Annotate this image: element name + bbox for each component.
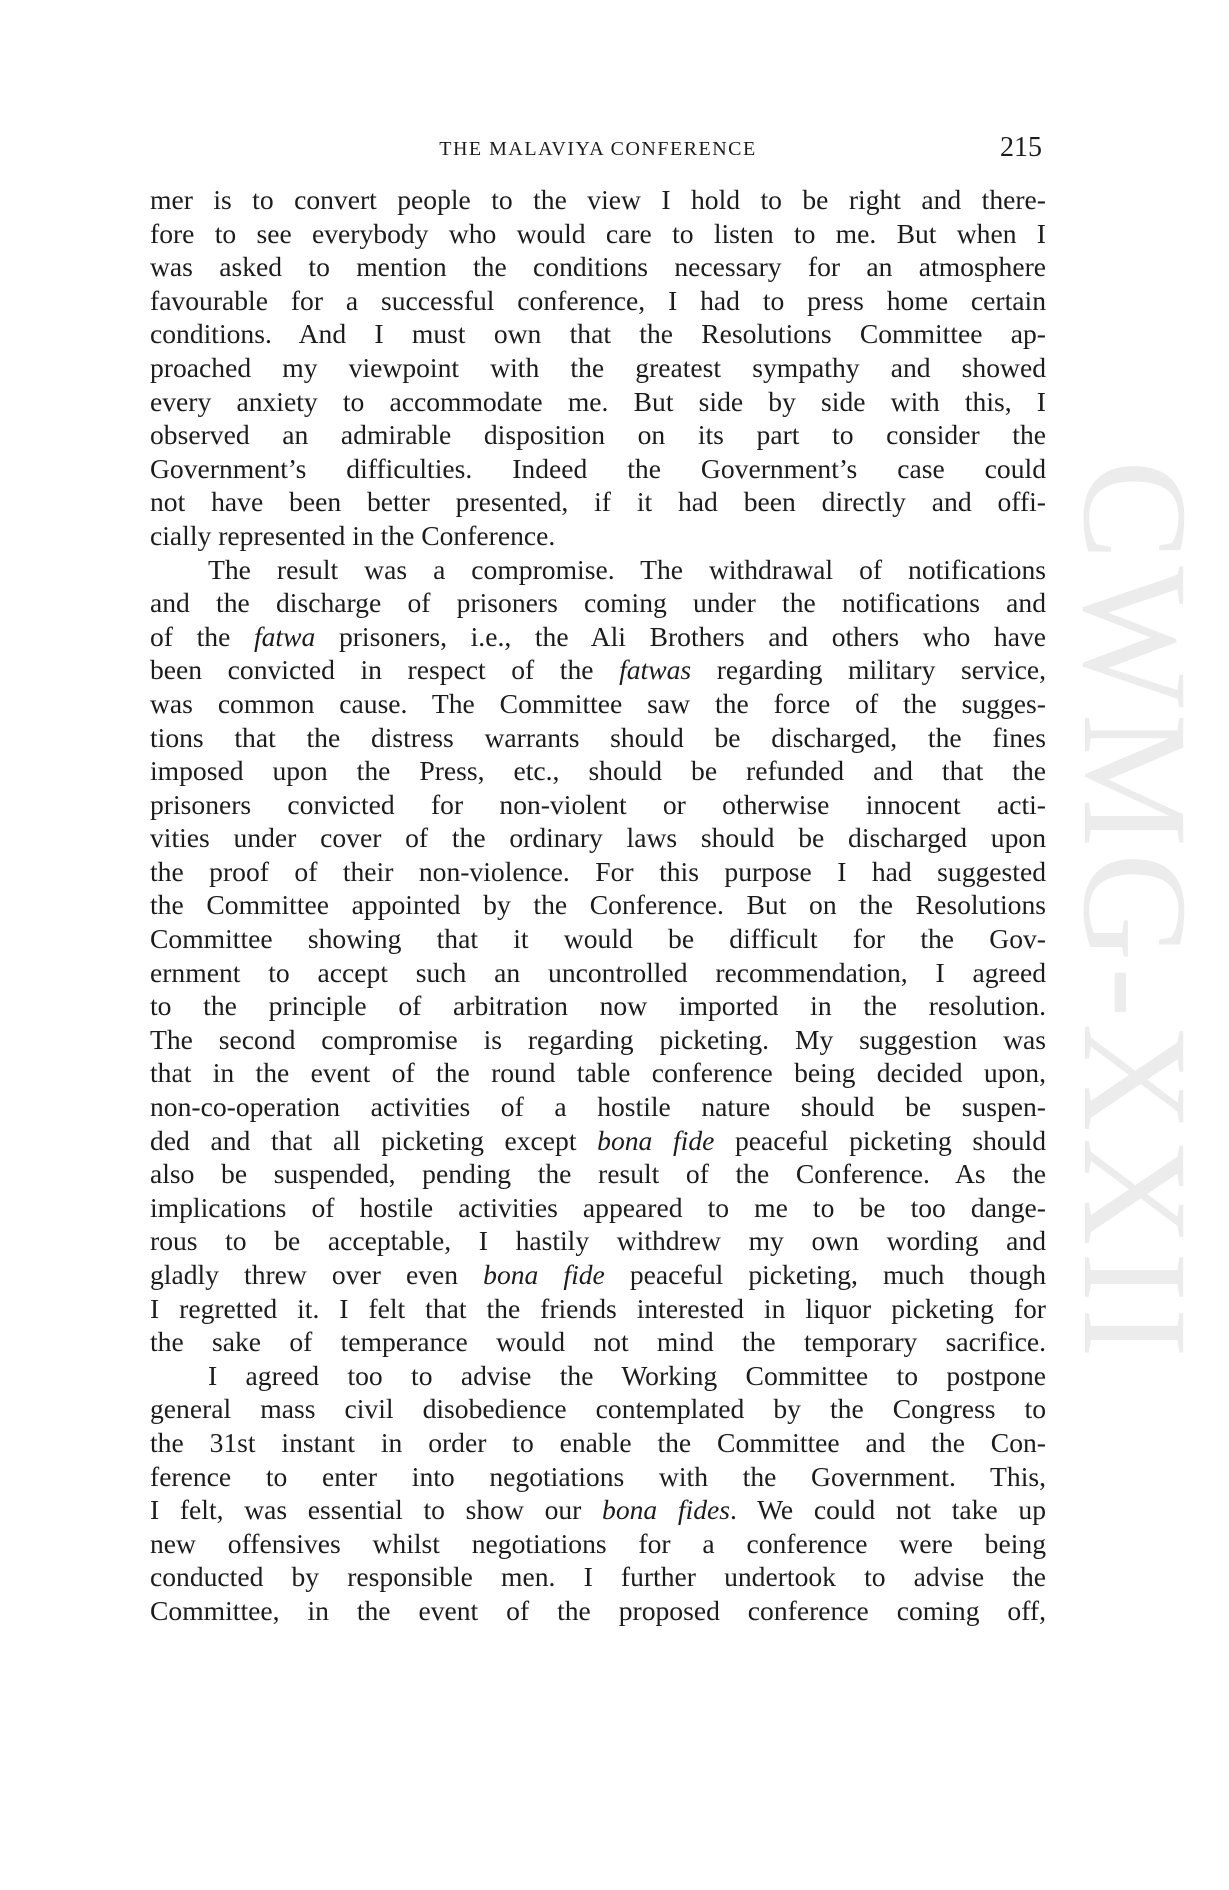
text-run: to the principle of arbitration now imported in the resolution. — [150, 990, 1046, 1022]
text-line — [150, 1460, 1046, 1494]
text-line — [150, 956, 1046, 990]
text-run: was common cause. The Committee saw the force of the sugges- — [150, 687, 1046, 719]
text-run: I agreed too to advise the Working Committee to postpone — [208, 1359, 1046, 1391]
text-line — [150, 821, 1046, 855]
text-line — [150, 217, 1046, 251]
text-run: observed an admirable disposition on its part to consider the — [150, 419, 1046, 451]
text-line — [150, 922, 1046, 956]
text-run: non-co-operation activities of a hostile nature should be suspen- — [150, 1091, 1046, 1123]
text-line — [150, 317, 1046, 351]
text-line — [150, 284, 1046, 318]
text-run: regarding military service, — [691, 654, 1046, 686]
document-page — [150, 0, 1046, 1890]
text-run: The result was a compromise. The withdrawal of notifications — [208, 553, 1046, 585]
italic-term: bona fides — [602, 1494, 731, 1526]
italic-term: fatwas — [619, 654, 692, 686]
text-line — [150, 989, 1046, 1023]
text-run: and the discharge of prisoners coming under the notifications and — [150, 587, 1046, 619]
text-run: Committee showing that it would be difficult for the Gov- — [150, 923, 1046, 955]
text-line — [150, 788, 1046, 822]
text-line — [150, 721, 1046, 755]
text-run: ference to enter into negotiations with the Government. This, — [150, 1460, 1046, 1492]
text-run: that in the event of the round table conference being decided upon, — [150, 1057, 1046, 1089]
text-line — [150, 452, 1046, 486]
text-run: peaceful picketing should — [714, 1124, 1046, 1156]
text-line — [150, 1023, 1046, 1057]
text-line — [150, 1560, 1046, 1594]
text-line — [150, 620, 1046, 654]
text-run: was asked to mention the conditions necessary for an atmosphere — [150, 251, 1046, 283]
text-run: prisoners convicted for non-violent or otherwise innocent acti- — [150, 788, 1046, 820]
text-line — [150, 1426, 1046, 1460]
text-run: cially represented in the Conference. — [150, 519, 556, 551]
text-line — [150, 653, 1046, 687]
text-run: the proof of their non-violence. For this purpose I had suggested — [150, 855, 1046, 887]
text-line — [150, 586, 1046, 620]
running-head — [150, 132, 1046, 172]
text-run: gladly threw over even — [150, 1259, 484, 1290]
text-run: ded and that all picketing except — [150, 1124, 598, 1156]
text-line — [150, 351, 1046, 385]
text-line — [150, 1392, 1046, 1426]
text-run: the Committee appointed by the Conference. But on the Resolutions — [150, 889, 1046, 921]
text-line — [150, 754, 1046, 788]
text-line — [150, 687, 1046, 721]
text-run: tions that the distress warrants should be discharged, the fines — [150, 721, 1046, 753]
text-line — [150, 183, 1046, 217]
text-line — [150, 1157, 1046, 1191]
italic-term: bona fide — [597, 1124, 715, 1156]
text-run: conducted by responsible men. I further undertook to advise the — [150, 1561, 1046, 1593]
text-run: every anxiety to accommodate me. But side by side with this, I — [150, 385, 1046, 417]
text-run: new offensives whilst negotiations for a conference were being — [150, 1527, 1046, 1559]
text-run: . We could not take up — [730, 1494, 1046, 1526]
text-line — [150, 1258, 1046, 1292]
text-line — [150, 519, 1046, 553]
text-run: conditions. And I must own that the Resolutions Committee ap- — [150, 318, 1046, 350]
italic-term: fatwa — [253, 620, 316, 652]
text-run: mer is to convert people to the view I hold to be right and there- — [150, 184, 1046, 215]
watermark: CWMG-XXII — [1052, 460, 1218, 1364]
text-run: also be suspended, pending the result of the Conference. As the — [150, 1158, 1046, 1190]
text-run: vities under cover of the ordinary laws should be discharged upon — [150, 822, 1046, 854]
text-line — [150, 1191, 1046, 1225]
text-line — [150, 1493, 1046, 1527]
text-run: I felt, was essential to show our — [150, 1494, 603, 1526]
text-line — [150, 1527, 1046, 1561]
text-line — [150, 888, 1046, 922]
text-run: peaceful picketing, much though — [604, 1259, 1046, 1290]
text-run: I regretted it. I felt that the friends interested in liquor picketing for — [150, 1292, 1046, 1324]
text-run: Committee, in the event of the proposed conference coming off, — [150, 1594, 1046, 1626]
text-line — [150, 385, 1046, 419]
text-line — [150, 553, 1046, 587]
body-text — [150, 183, 1046, 1628]
text-run: the 31st instant in order to enable the Committee and the Con- — [150, 1426, 1046, 1458]
text-run: proached my viewpoint with the greatest sympathy and showed — [150, 351, 1046, 383]
text-run: the sake of temperance would not mind the temporary sacrifice. — [150, 1326, 1046, 1358]
text-run: been convicted in respect of the — [150, 654, 620, 686]
text-line — [150, 1124, 1046, 1158]
text-run: of the — [150, 620, 254, 652]
text-line — [150, 1325, 1046, 1359]
text-line — [150, 1292, 1046, 1326]
text-run: imposed upon the Press, etc., should be refunded and that the — [150, 755, 1046, 787]
text-line — [150, 1359, 1046, 1393]
text-line — [150, 1224, 1046, 1258]
text-line — [150, 485, 1046, 519]
text-line — [150, 250, 1046, 284]
text-run: implications of hostile activities appeared to me to be too dange- — [150, 1191, 1046, 1223]
text-run: rous to be acceptable, I hastily withdrew my own wording and — [150, 1225, 1046, 1257]
text-line — [150, 1056, 1046, 1090]
text-run: favourable for a successful conference, I had to press home certain — [150, 284, 1046, 316]
text-run: fore to see everybody who would care to listen to me. But when I — [150, 217, 1046, 249]
text-run: Government’s difficulties. Indeed the Government’s case could — [150, 452, 1046, 484]
running-title: THE MALAVIYA CONFERENCE — [439, 138, 757, 160]
text-line — [150, 855, 1046, 889]
text-run: ernment to accept such an uncontrolled recommendation, I agreed — [150, 956, 1046, 988]
page-number: 215 — [1000, 132, 1042, 163]
text-line — [150, 1594, 1046, 1628]
text-line — [150, 418, 1046, 452]
text-run: prisoners, i.e., the Ali Brothers and others who have — [315, 620, 1046, 652]
text-line — [150, 1090, 1046, 1124]
italic-term: bona fide — [483, 1259, 605, 1290]
text-run: not have been better presented, if it had been directly and offi- — [150, 486, 1046, 518]
text-run: The second compromise is regarding picketing. My suggestion was — [150, 1023, 1046, 1055]
text-run: general mass civil disobedience contemplated by the Congress to — [150, 1393, 1046, 1425]
